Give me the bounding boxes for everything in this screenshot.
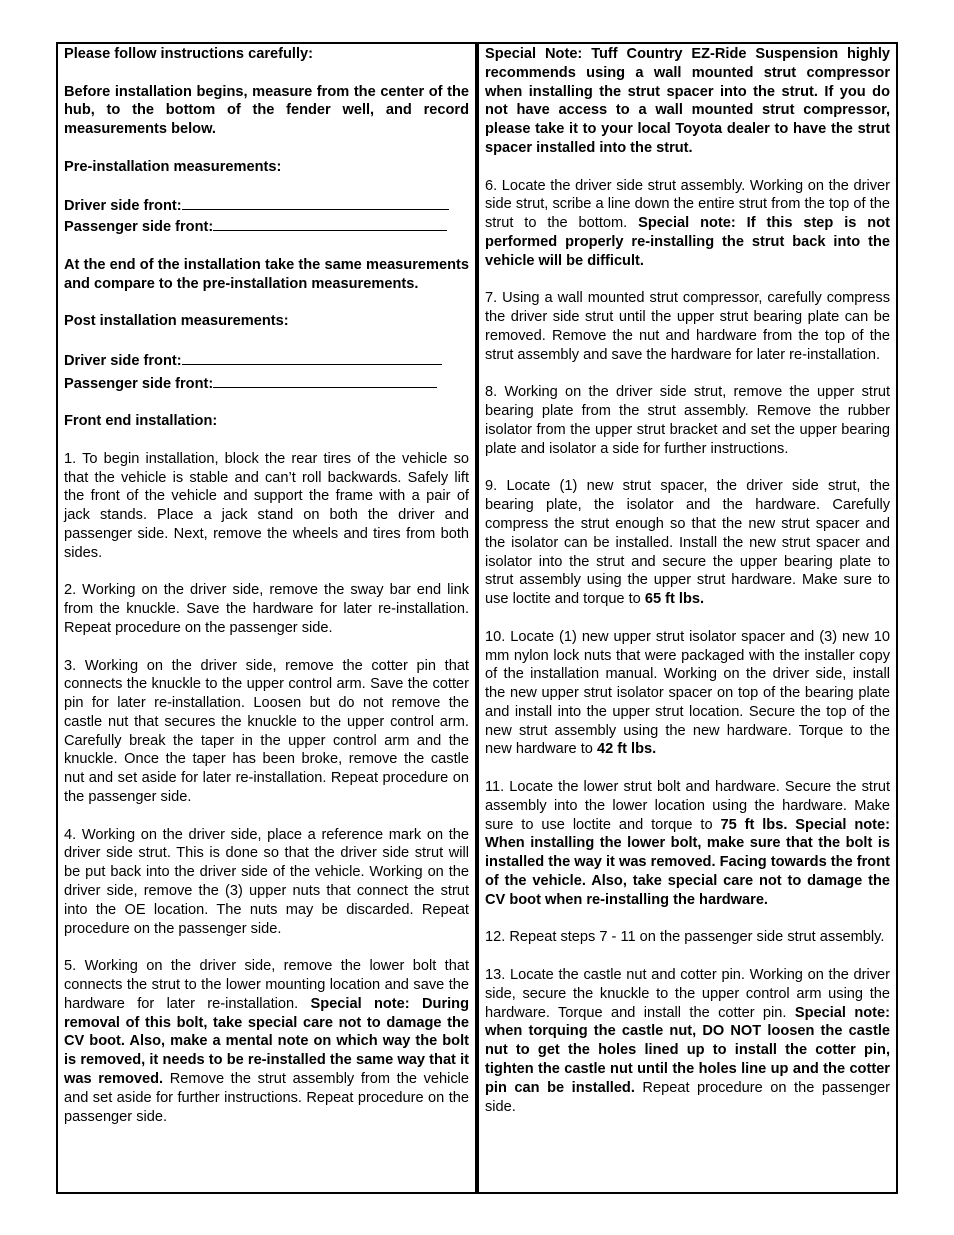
step-5-text: 5. Working on the driver side, remove the lower bolt that connects the strut to the lower mounting location and save the hardware for later re-installation. — [64, 958, 469, 1012]
pre-driver-field[interactable] — [182, 195, 449, 210]
step-12: 12. Repeat steps 7 - 11 on the passenger side strut assembly. — [485, 929, 885, 946]
step-11-special-note: 75 ft lbs. Special note: When installing the lower bolt, make sure that the bolt is installed the way it was removed. Facing towards the front of the vehicle. Also, take special care not to damage the CV boot when re-installing the hardware. — [485, 816, 890, 908]
step-6 — [485, 177, 890, 271]
compare-instructions: At the end of the installation take the same measurements and compare to the pre-installation measurements. — [64, 256, 469, 292]
column-divider — [475, 42, 479, 1194]
step-4: 4. Working on the driver side, place a reference mark on the driver side strut. This is done so that the driver side strut will be put back into the driver side of the vehicle. Working on the driver side, remove the (3) upper nuts that connect the strut into the OE location. The nuts may be discarded. Repeat procedure on the passenger side. — [64, 826, 469, 937]
step-6-text: 6. Locate the driver side strut assembly. Working on the driver side strut, scribe a line down the entire strut from the top of the strut to the bottom. — [485, 177, 890, 232]
step-9-torque: 65 ft lbs. — [644, 591, 705, 608]
front-end-heading: Front end installation: — [64, 413, 218, 430]
pre-passenger-measurement — [64, 216, 469, 237]
pre-passenger-label: Passenger side front: — [64, 219, 214, 236]
step-2: 2. Working on the driver side, remove the sway bar end link from the knuckle. Save the hardware for later re-installation. Repeat procedure on the passenger side. — [64, 582, 469, 636]
pre-measurements-heading: Pre-installation measurements: — [64, 158, 282, 175]
step-13-text-end: Repeat procedure on the passenger side. — [485, 1079, 890, 1115]
step-13-text: 13. Locate the castle nut and cotter pin. Working on the driver side, secure the knuckle to the upper control arm using the hardware. Torque and install the cotter pin. — [485, 967, 890, 1021]
pre-driver-measurement — [64, 195, 469, 216]
measure-intro: Before installation begins, measure from the center of the hub, to the bottom of the fender well, and record measurements below. — [64, 83, 469, 138]
step-7: 7. Using a wall mounted strut compressor, carefully compress the driver side strut until the upper strut bearing plate can be removed. Remove the nut and hardware from the top of the strut assembly and save the hardware for later re-installation. — [485, 290, 890, 363]
post-passenger-measurement — [64, 373, 469, 394]
step-11 — [485, 778, 890, 910]
step-10-torque: 42 ft lbs. — [596, 741, 657, 758]
post-measurements-heading: Post installation measurements: — [64, 313, 289, 330]
step-6-special-note: Special note: If this step is not performed properly re-installing the strut back into the vehicle will be difficult. — [485, 215, 890, 269]
post-driver-field[interactable] — [182, 350, 442, 365]
special-note: Special Note: Tuff Country EZ-Ride Suspension highly recommends using a wall mounted strut compressor when installing the strut spacer into the strut. If you do not have access to a wall mounted strut compressor, please take it to your local Toyota dealer to have the strut spacer installed into the strut. — [485, 46, 890, 156]
step-3: 3. Working on the driver side, remove the cotter pin that connects the knuckle to the upper control arm. Save the cotter pin for later re-installation. Loosen but do not remove the castle nut that secures the knuckle to the upper control arm. Carefully break the taper in the upper control arm and the knuckle. Once the taper has been broke, remove the castle nut and set aside for later re-installation. Repeat procedure on the passenger side. — [64, 657, 469, 806]
post-passenger-label: Passenger side front: — [64, 375, 214, 392]
step-5-special-note: Special note: During removal of this bolt, take special care not to damage the CV boot. Also, make a mental note on which way the bolt is removed, it needs to be re-installed the same way that it was removed. — [64, 995, 470, 1088]
step-5-text-end: Remove the strut assembly from the vehicle and set aside for further instructions. Repeat procedure on the passenger side. — [64, 1071, 469, 1125]
pre-driver-label: Driver side front: — [64, 198, 182, 215]
post-driver-measurement — [64, 350, 469, 371]
pre-passenger-field[interactable] — [213, 216, 447, 231]
step-10-text: 10. Locate (1) new upper strut isolator spacer and (3) new 10 mm nylon lock nuts that were packaged with the installer copy of the installation manual. Working on the driver side, install the new upper strut isolator spacer on top of the bearing plate and install into the upper strut location. Secure the top of the new strut assembly using the new hardware. Torque to the new hardware to — [485, 628, 890, 758]
step-8: 8. Working on the driver side strut, remove the upper strut bearing plate from the strut assembly. Remove the rubber isolator from the upper strut bracket and set the upper bearing plate and isolator a side for further instructions. — [485, 384, 890, 457]
step-11-text: 11. Locate the lower strut bolt and hardware. Secure the strut assembly into the lower location using the hardware. Make sure to use loctite and torque to — [485, 779, 890, 833]
intro-heading: Please follow instructions carefully: — [64, 46, 313, 62]
step-10 — [485, 628, 890, 760]
post-passenger-field[interactable] — [213, 373, 437, 388]
step-5 — [64, 957, 469, 1126]
step-13 — [485, 966, 890, 1116]
step-9 — [485, 477, 890, 609]
right-column — [485, 45, 890, 1135]
step-1: 1. To begin installation, block the rear tires of the vehicle so that the vehicle is stable and can’t roll backwards. Safely lift the front of the vehicle and support the frame with a pair of jack stands. Place a jack stand on both the driver and passenger side. Next, remove the wheels and tires from both sides. — [64, 450, 469, 561]
post-driver-label: Driver side front: — [64, 352, 182, 369]
left-column — [64, 45, 469, 1145]
step-9-text: 9. Locate (1) new strut spacer, the driver side strut, the bearing plate, the isolator and the hardware. Carefully compress the strut enough so that the new strut spacer and the isolator can be installed. Install the new strut spacer and isolator into the strut and secure the upper bearing plate to strut assembly using the upper strut hardware. Make sure to use loctite and torque to — [485, 478, 890, 608]
step-13-special-note: Special note: when torquing the castle nut, DO NOT loosen the castle nut to get the holes lined up to install the cotter pin, tighten the castle nut until the holes line up and the cotter pin can be installed. — [485, 1004, 890, 1096]
